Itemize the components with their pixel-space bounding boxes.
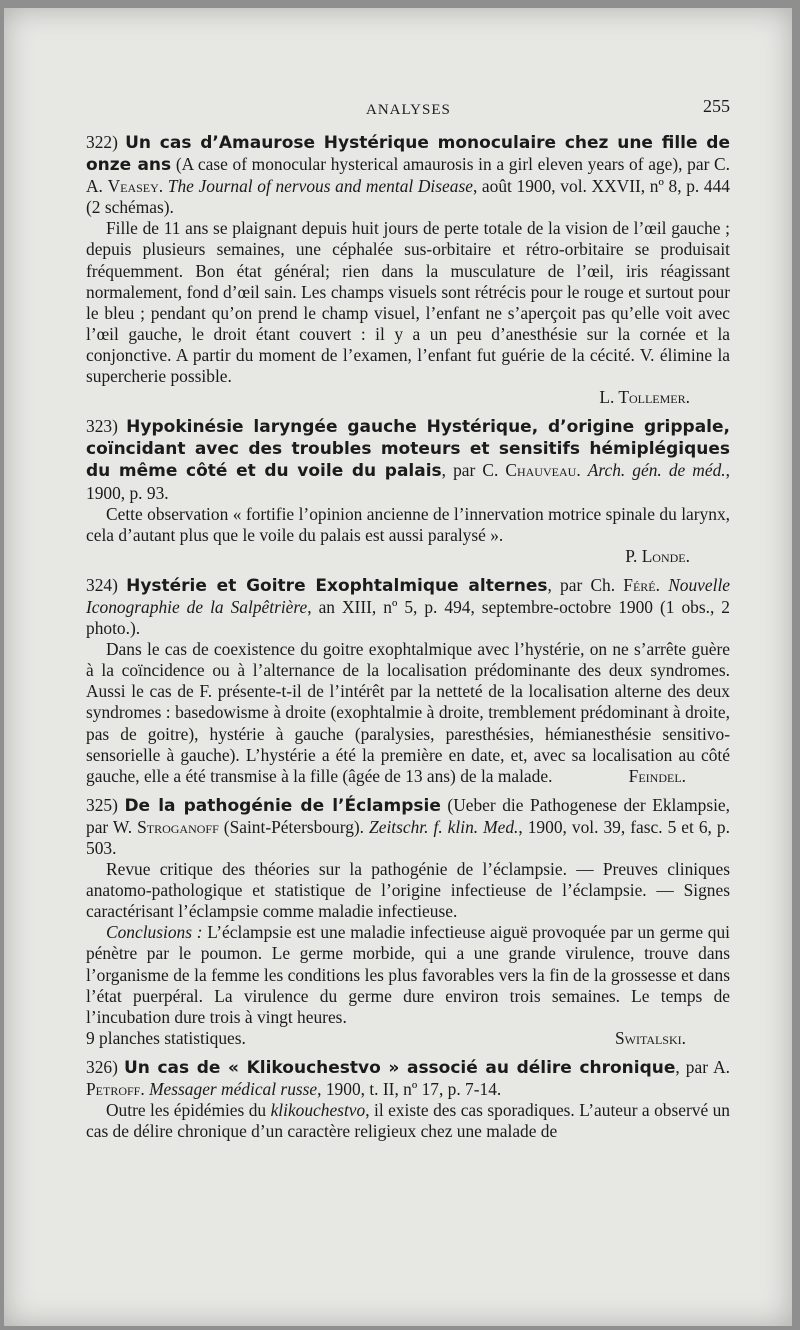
entry-heading: 326) Un cas de « Klikouchestvo » associé au délire chronique, par A. Petroff. Messager médical russe, 1900, t. II, nº 17, p. 7-14.	[86, 1056, 730, 1100]
entry-reference: , par A.	[675, 1056, 730, 1077]
entry-body	[86, 1100, 730, 1142]
conclusions-label: Conclusions :	[106, 922, 203, 943]
entry-body: Revue critique des théories sur la pathogénie de l’éclampsie. — Preuves cliniques anatomo-pathologique et statistique de l’origine infectieuse de l’éclampsie. — Signes caractérisant l’éclampsie comme maladie infectieuse.	[86, 859, 730, 922]
entry-title: Un cas d’Amaurose Hystérique monoculaire chez une fille de onze ans	[86, 133, 730, 176]
body-italic: klikouchestvo	[270, 1100, 366, 1121]
entry-323	[86, 416, 730, 567]
entry-author: Féré	[623, 574, 656, 595]
entry-reference-rest: , 1900, t. II, nº 17, p. 7-14.	[317, 1079, 502, 1100]
entry-conclusions	[86, 922, 730, 1027]
entry-heading: 324) Hystérie et Goitre Exophtalmique alternes, par Ch. Féré. Nouvelle Iconographie de la Salpêtrière, an XIII, nº 5, p. 494, septembre-octobre 1900 (1 obs., 2 photo.).	[86, 574, 730, 639]
entry-journal: Zeitschr. f. klin. Med.	[369, 816, 519, 837]
entry-signature: L. Tollemer.	[599, 387, 690, 408]
entry-reference-rest: , 1900, vol. 39, fasc. 5 et 6, p. 503.	[86, 816, 730, 858]
entry-heading: 322) Un cas d’Amaurose Hystérique monoculaire chez une fille de onze ans (A case of monocular hysterical amaurosis in a girl eleven years of age), par C. A. Veasey. The Journal of nervous and mental Disease, août 1900, vol. XXVII, nº 8, p. 444 (2 schémas).	[86, 132, 730, 218]
entry-number: 323)	[86, 416, 118, 437]
entry-author: Veasey	[107, 176, 159, 197]
header-title: ANALYSES	[366, 102, 451, 118]
entry-reference: (A case of monocular hysterical amaurosis in a girl eleven years of age), par C. A.	[86, 154, 730, 197]
entry-number: 326)	[86, 1056, 118, 1077]
entry-last-line	[86, 1028, 730, 1049]
entry-author: Petroff	[86, 1079, 141, 1100]
entry-reference: (Ueber die Pathogenese der Eklampsie, par W.	[86, 794, 730, 837]
entry-body	[86, 639, 730, 787]
entry-body: Cette observation « fortifie l’opinion ancienne de l’innervation motrice spinale du larynx, cela d’autant plus que le voile du palais est aussi paralysé ».	[86, 503, 730, 545]
entry-heading	[86, 795, 730, 859]
entry-title: Un cas de « Klikouchestvo » associé au délire chronique	[123, 1057, 676, 1078]
entry-journal: Nouvelle Iconographie de la Salpêtrière	[86, 574, 730, 617]
entry-signature: Feindel.	[628, 765, 686, 786]
conclusions-text: L’éclampsie est une maladie infectieuse aiguë provoquée par un germe qui pénètre par le poumon. Le germe morbide, qui a une grande virulence, trouve dans l’organisme de la femme les conditions les plus favorables vers la fin de la grossesse et dans l’état puerpéral. La virulence du germe dure environ trois semaines. Le temps de l’incubation dure trois à vingt heures.	[86, 922, 730, 1027]
entry-body-text: Dans le cas de coexistence du goitre exophtalmique avec l’hystérie, on ne s’arrête guère à la coïncidence ou à l’alternance de la localisation prédominante des deux syndromes. Aussi le cas de F. présente-t-il de l’intérêt par la netteté de la localisation alterne des deux syndromes : basedowisme à droite (exophtalmie à droite, tremblement prédominant à droite, pas de goitre), hystérie à gauche (paralysies, paresthésies, hémianesthésie sensitivo-sensorielle à gauche). L’hystérie a été la première en date, et, avec sa localisation au côté gauche, elle a été transmise à la fille (âgée de 13 ans) de la malade.	[86, 639, 730, 786]
entry-reference: , par C.	[441, 460, 506, 481]
page-content	[86, 94, 730, 1150]
page-number: 255	[703, 96, 730, 116]
entry-325	[86, 795, 730, 1049]
entry-reference-mid: (Saint-Pétersbourg).	[218, 816, 370, 837]
entry-signature: P. Londe.	[625, 545, 690, 566]
planches-text: 9 planches statistiques.	[86, 1027, 246, 1048]
entry-number: 322)	[86, 132, 118, 152]
entry-reference-rest: , août 1900, vol. XXVII, nº 8, p. 444 (2 schémas).	[86, 176, 730, 218]
entry-number: 325)	[86, 794, 118, 815]
entry-signature: Switalski.	[614, 1027, 686, 1048]
entry-body: Fille de 11 ans se plaignant depuis huit jours de perte totale de la vision de l’œil gauche ; depuis plusieurs semaines, une céphalée sus-orbitaire et rétro-orbitaire se produisait fréquemment. Bon état général; rien dans la musculature de l’œil, iris réagissant normalement, fond d’œil sain. Les champs visuels sont rétrécis pour le rouge et surtout pour le bleu ; pendant qu’on prend le champ visuel, l’enfant ne s’aperçoit pas qu’elle voit avec l’œil gauche, le droit étant couvert : il y a un peu d’anesthésie sur la cornée et la conjonctive. A partir du moment de l’examen, l’enfant fut guérie de la cécité. V. élimine la supercherie possible.	[86, 218, 730, 387]
entry-title: Hypokinésie laryngée gauche Hystérique, d’origine grippale, coïncidant avec des troubles moteurs et sensitifs hémiplégiques du même côté et du voile du palais	[86, 417, 730, 482]
entry-author: Stroganoff	[137, 816, 219, 837]
entry-title: Hystérie et Goitre Exophtalmique alternes	[126, 575, 548, 596]
body-text: , il existe des cas sporadiques. L’auteur a observé un cas de délire chronique d’un caractère religieux chez une malade de	[86, 1100, 730, 1142]
entry-title: De la pathogénie de l’Éclampsie	[124, 795, 441, 816]
entry-journal: The Journal of nervous and mental Disease	[167, 176, 473, 197]
entry-reference: , par Ch.	[547, 574, 624, 595]
entry-326	[86, 1057, 730, 1142]
entry-reference-rest: , an XIII, nº 5, p. 494, septembre-octobre 1900 (1 obs., 2 photo.).	[86, 596, 730, 639]
entry-author: Chauveau	[505, 460, 577, 481]
entry-heading: 323) Hypokinésie laryngée gauche Hystérique, d’origine grippale, coïncidant avec des troubles moteurs et sensitifs hémiplégiques du même côté et du voile du palais, par C. Chauveau. Arch. gén. de méd., 1900, p. 93.	[86, 416, 730, 503]
body-text: Outre les épidémies du	[106, 1100, 271, 1121]
page	[4, 8, 792, 1326]
running-header	[86, 94, 730, 120]
entry-reference-rest: , 1900, p. 93.	[86, 460, 730, 503]
entry-journal: Arch. gén. de méd.	[587, 460, 726, 481]
entry-324	[86, 575, 730, 787]
entry-number: 324)	[86, 574, 118, 595]
entry-journal: Messager médical russe	[149, 1079, 318, 1100]
entry-322	[86, 132, 730, 408]
